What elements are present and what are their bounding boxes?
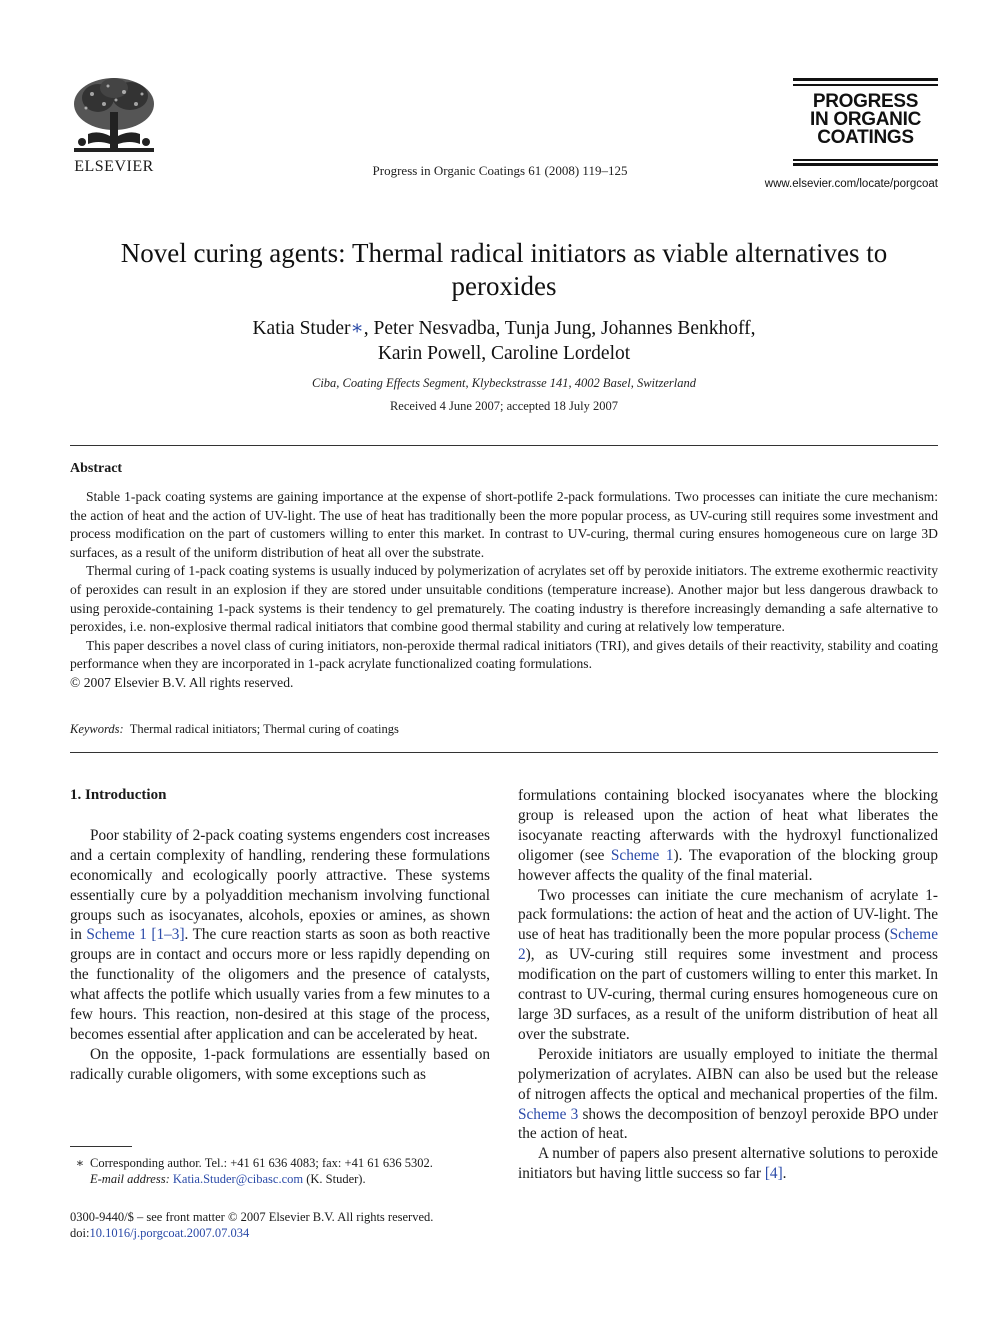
doi-label: doi: [70, 1226, 90, 1240]
abstract-paragraph: Stable 1-pack coating systems are gaining importance at the expense of short-potlife 2-pack formulations. Two processes can initiate the cure mechanism: the action of heat and the action of UV-light. The use of heat has traditionally been the more popular process, as UV-curing still requires some investment and process modification on the part of customers willing to enter this market. In contrast to UV-curing, thermal curing ensures homogeneous cure on large 3D surfaces, as a result of the uniform distribution of heat all over the substrate. [70, 489, 938, 560]
body-paragraph [518, 1144, 938, 1184]
copyright-notice: © 2007 Elsevier B.V. All rights reserved. [70, 674, 294, 690]
brand-line: PROGRESS [812, 91, 919, 112]
author-name: Katia Studer [252, 318, 351, 339]
journal-brand-logo [793, 93, 938, 147]
brand-rule [793, 163, 938, 166]
section-heading: 1. Introduction [70, 787, 167, 803]
journal-reference: Progress in Organic Coatings 61 (2008) 119–125 [372, 163, 628, 178]
author-names: Karin Powell, Caroline Lordelot [377, 343, 631, 364]
body-column-left [70, 786, 490, 1085]
corresponding-author-marker[interactable]: ∗ [350, 318, 364, 339]
brand-line: IN ORGANIC [809, 109, 921, 130]
scheme-link[interactable]: Scheme 3 [518, 1105, 579, 1123]
paragraph-text: Two processes can initiate the cure mechanism of acrylate 1-pack formulations: the action of heat and the action of UV-light. The use of heat has traditionally been the more popular process ( [518, 886, 938, 944]
received-dates: Received 4 June 2007; accepted 18 July 2007 [389, 399, 619, 413]
body-paragraph: On the opposite, 1-pack formulations are essentially based on radically curable oligomers, with some exceptions such as [70, 1045, 490, 1083]
body-paragraph [70, 826, 490, 1045]
paragraph-text: . [782, 1165, 787, 1183]
paragraph-text: ). The evaporation of the blocking group however affects the quality of the final material. [518, 846, 938, 884]
footnote [70, 1155, 490, 1187]
citation-link[interactable]: [1–3] [151, 926, 185, 944]
doi-link[interactable]: 10.1016/j.porgcoat.2007.07.034 [89, 1226, 250, 1240]
body-paragraph [518, 786, 938, 886]
abstract-paragraph: This paper describes a novel class of curing initiators, non-peroxide thermal radical initiators (TRI), and gives details of their reactivity, stability and coating performance when they are incorporated in 1-pack acrylate functionalized coating formulations. [70, 637, 938, 672]
citation-link[interactable]: [4] [764, 1165, 783, 1183]
brand-rule [793, 84, 938, 86]
divider [70, 445, 938, 446]
keywords [70, 722, 938, 737]
body-paragraph [518, 886, 938, 1045]
author-names: , Peter Nesvadba, Tunja Jung, Johannes Benkhoff, [363, 318, 756, 339]
footnote-rule [70, 1146, 132, 1147]
paragraph-text: Peroxide initiators are usually employed to initiate the thermal polymerization of acrylates. AIBN can also be used but the release of nitrogen affects the optical and mechanical properties of the film. [518, 1045, 938, 1103]
paragraph-text: shows the decomposition of benzoyl peroxide BPO under the action of heat. [518, 1105, 938, 1143]
paragraph-text: formulations containing blocked isocyanates where the blocking group is released upon the action of heat what liberates the isocyanate reacting afterwards with the hydroxyl functionalized oligomer (see [518, 787, 938, 864]
email-note [70, 1171, 490, 1187]
author-list [120, 316, 888, 366]
footnote-text: Corresponding author. Tel.: +41 61 636 4083; fax: +41 61 636 5302. [90, 1156, 433, 1170]
body-column-right [518, 786, 938, 1184]
elsevier-tree-logo [68, 74, 160, 158]
front-matter [70, 1209, 490, 1241]
footnote-marker: ∗ [75, 1156, 85, 1170]
scheme-link[interactable]: Scheme 2 [518, 926, 938, 964]
abstract-heading: Abstract [70, 461, 123, 476]
scheme-link[interactable]: Scheme 1 [86, 926, 147, 944]
abstract-body [70, 488, 938, 693]
front-matter-line: 0300-9440/$ – see front matter © 2007 Elsevier B.V. All rights reserved. [70, 1210, 434, 1224]
scheme-link[interactable]: Scheme 1 [610, 846, 674, 864]
affiliation: Ciba, Coating Effects Segment, Klybeckstrasse 141, 4002 Basel, Switzerland [312, 376, 696, 390]
abstract-paragraph: Thermal curing of 1-pack coating systems is usually induced by polymerization of acrylates set off by peroxide initiators. The extreme exothermic reactivity of peroxides can result in an explosion if they are stored under unsuitable conditions (temperature increase). Another major but less dangerous drawback to using peroxide-containing 1-pack systems is their tendency to gel prematurely. The coating industry is therefore increasingly demanding a safe alternative to peroxides, i.e. non-explosive thermal radical initiators that combine good thermal stability and curing at relatively low temperature. [70, 563, 938, 635]
paragraph-text: Poor stability of 2-pack coating systems engenders cost increases and a certain complexity of handling, rendering these formulations economically and ecologically poorly attractive. These systems essentially cure by a polyaddition mechanism involving functional groups such as isocyanates, alcohols, epoxies or amines, as shown in [70, 826, 490, 944]
email-link[interactable]: Katia.Studer@cibasc.com [172, 1172, 304, 1186]
corresponding-author-note [70, 1155, 490, 1171]
article-title: Novel curing agents: Thermal radical initiators as viable alternatives to peroxides [120, 238, 888, 301]
publisher-name: ELSEVIER [74, 158, 154, 175]
paragraph-text: ), as UV-curing still requires some investment and process modification on the part of customers willing to enter this market. In contrast to UV-curing, thermal curing ensures homogeneous cure on large 3D surfaces, as a result of the uniform distribution of heat all over the substrate. [518, 946, 938, 1043]
brand-rule [793, 78, 938, 81]
keywords-label: Keywords: [70, 722, 124, 736]
body-paragraph [518, 1045, 938, 1145]
brand-rule [793, 159, 938, 161]
paragraph-text: A number of papers also present alternative solutions to peroxide initiators but having little success so far [518, 1145, 938, 1183]
divider [70, 752, 938, 753]
doi-line [70, 1225, 490, 1241]
paragraph-text: . The cure reaction starts as soon as both reactive groups are in contact and occurs more or less rapidly depending on the functionality of the oligomers and the presence of catalysts, what affects the potlife which usually varies from a few minutes to a few hours. This reaction, non-desired at this stage of the process, becomes essential after application and can be accelerated by heat. [70, 926, 490, 1043]
email-label: E-mail address: [90, 1172, 170, 1186]
brand-line: COATINGS [817, 127, 914, 148]
keywords-list: Thermal radical initiators; Thermal curing of coatings [129, 722, 399, 736]
journal-url[interactable]: www.elsevier.com/locate/porgcoat [764, 178, 938, 190]
email-suffix: (K. Studer). [303, 1172, 366, 1186]
